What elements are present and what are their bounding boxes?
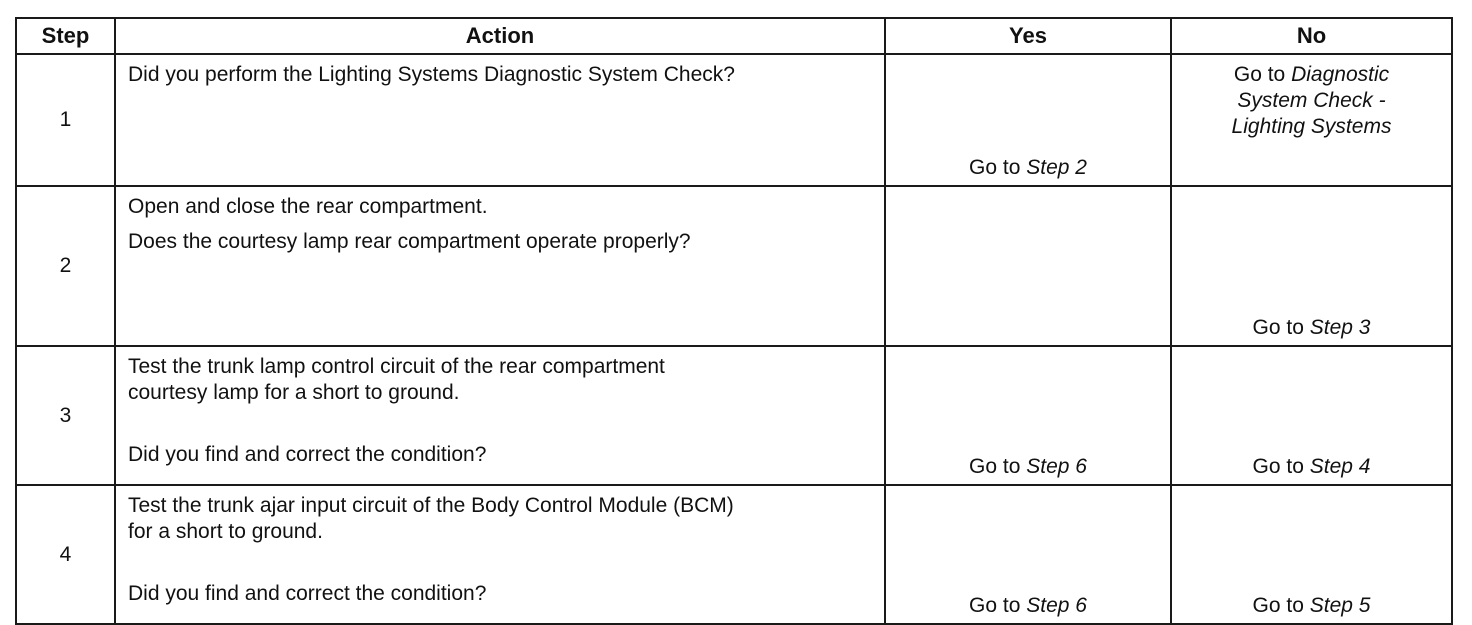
- no-cell: [1171, 346, 1452, 485]
- no-prefix: Go to: [1252, 316, 1304, 339]
- action-question: Did you find and correct the condition?: [128, 582, 487, 605]
- diagnostic-table: [15, 17, 1453, 625]
- header-yes: Yes: [885, 18, 1171, 54]
- yes-cell: [885, 54, 1171, 186]
- yes-prefix: Go to: [969, 455, 1021, 478]
- yes-prefix: Go to: [969, 594, 1021, 617]
- action-text: Test the trunk ajar input circuit of the Body Control Module (BCM): [128, 494, 734, 517]
- step-number: 4: [16, 485, 115, 624]
- action-text: Did you perform the Lighting Systems Diagnostic System Check?: [128, 63, 735, 86]
- no-target-link[interactable]: Diagnostic: [1291, 63, 1390, 86]
- header-action: Action: [115, 18, 885, 54]
- yes-cell: [885, 186, 1171, 346]
- no-cell: [1171, 485, 1452, 624]
- table-row: [16, 186, 1452, 346]
- table-row: [16, 346, 1452, 485]
- action-text: Test the trunk lamp control circuit of the rear compartment: [128, 355, 665, 378]
- step-number: 1: [16, 54, 115, 186]
- action-cell: [115, 54, 885, 186]
- no-target-link[interactable]: Step 3: [1309, 316, 1371, 339]
- yes-cell: [885, 346, 1171, 485]
- action-text: for a short to ground.: [128, 520, 323, 543]
- no-prefix: Go to: [1233, 63, 1286, 86]
- table-row: [16, 54, 1452, 186]
- action-question: Does the courtesy lamp rear compartment operate properly?: [128, 230, 691, 253]
- step-number: 2: [16, 186, 115, 346]
- action-cell: [115, 485, 885, 624]
- action-text: courtesy lamp for a short to ground.: [128, 381, 460, 404]
- yes-target-link[interactable]: Step 6: [1026, 594, 1087, 617]
- no-target-link[interactable]: Step 5: [1309, 594, 1371, 617]
- no-cell: [1171, 54, 1452, 186]
- header-no: No: [1171, 18, 1452, 54]
- yes-cell: [885, 485, 1171, 624]
- no-prefix: Go to: [1252, 455, 1304, 478]
- no-target-link[interactable]: Step 4: [1309, 455, 1371, 478]
- no-cell: [1171, 186, 1452, 346]
- action-question: Did you find and correct the condition?: [128, 443, 487, 466]
- step-number: 3: [16, 346, 115, 485]
- action-cell: [115, 346, 885, 485]
- yes-prefix: Go to: [969, 156, 1021, 179]
- yes-target-link[interactable]: Step 2: [1026, 156, 1087, 179]
- table-row: [16, 485, 1452, 624]
- header-row: [16, 18, 1452, 54]
- header-step: Step: [16, 18, 115, 54]
- yes-target-link[interactable]: Step 6: [1026, 455, 1087, 478]
- no-target-link[interactable]: System Check -: [1237, 89, 1386, 112]
- action-cell: [115, 186, 885, 346]
- no-prefix: Go to: [1252, 594, 1304, 617]
- action-text: Open and close the rear compartment.: [128, 195, 488, 218]
- no-target-link[interactable]: Lighting Systems: [1231, 115, 1392, 138]
